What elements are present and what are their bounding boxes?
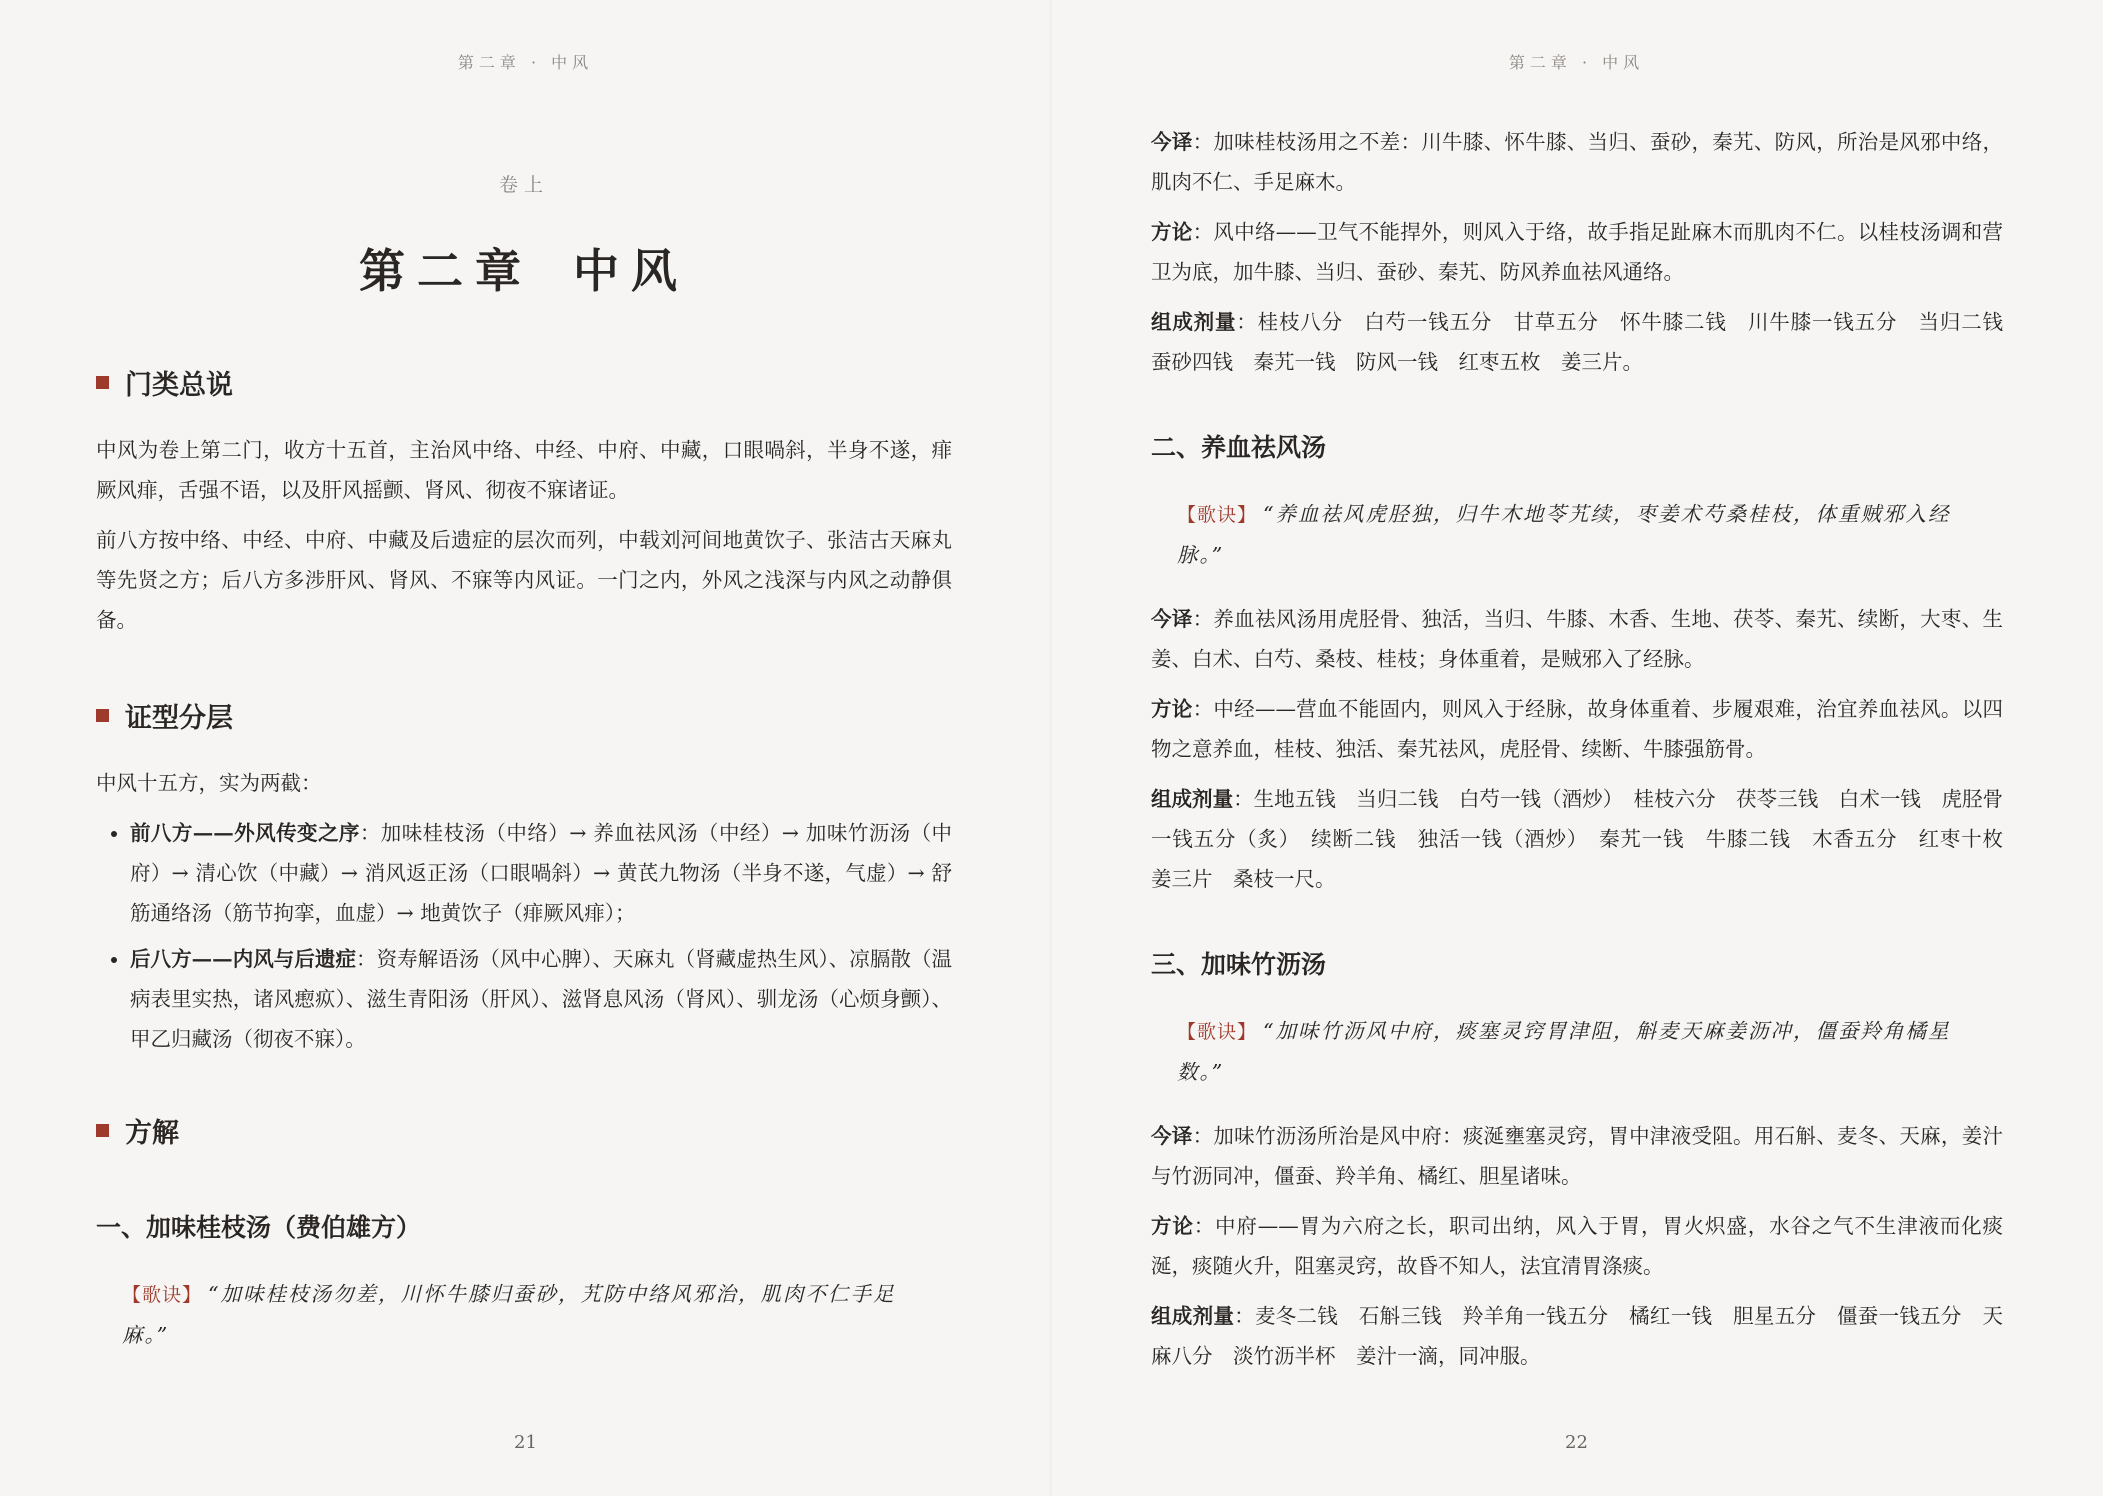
paragraph-text: ：生地五钱 当归二钱 白芍一钱（酒炒） 桂枝六分 茯苓三钱 白术一钱 虎胫骨一钱五分（炙） 续断二钱 独活一钱（酒炒） 秦艽一钱 牛膝二钱 木香五分 红枣十枚 姜三片 桑枝一尺。 (1151, 787, 2024, 891)
list-item-label: 前八方——外风传变之序 (130, 821, 360, 845)
term-label: 方论 (1151, 697, 1193, 721)
list-item-label: 后八方——内风与后遗症 (130, 947, 357, 971)
verse (1151, 1011, 2003, 1092)
paragraph-commentary (1151, 1206, 2003, 1286)
formula-title: 二、养血祛风汤 (1151, 433, 1327, 462)
paragraph-dosage (1151, 302, 2024, 382)
term-label: 方论 (1151, 220, 1193, 244)
paragraph-dosage (1151, 1296, 2003, 1376)
term-label: 组成剂量 (1151, 310, 1237, 334)
term-label: 今译 (1151, 130, 1193, 154)
page-number: 22 (1565, 1432, 1588, 1453)
running-head: 第二章 · 中风 (457, 53, 594, 72)
paragraph: 前八方按中络、中经、中府、中藏及后遗症的层次而列，中载刘河间地黄饮子、张洁古天麻丸等先贤之方；后八方多涉肝风、肾风、不寐等内风证。一门之内，外风之浅深与内风之动静俱备。 (96, 528, 952, 632)
verse-tag: 【歌诀】 (1177, 1021, 1258, 1043)
section-title: 方解 (125, 1118, 179, 1149)
verse (1151, 494, 2003, 575)
paragraph-text: ：中府——胃为六府之长，职司出纳，风入于胃，胃火炽盛，水谷之气不生津液而化痰涎，痰随火升，阻塞灵窍，故昏不知人，法宜清胃涤痰。 (1151, 1214, 2004, 1278)
paragraph-translation (1151, 1116, 2003, 1196)
verse-text: “加味桂枝汤勿差，川怀牛膝归蚕砂，艽防中络风邪治，肌肉不仁手足麻。” (122, 1282, 896, 1347)
section-title: 证型分层 (125, 703, 233, 734)
verse (96, 1274, 952, 1355)
list-item-text: ：资寿解语汤（风中心脾）、天麻丸（肾藏虚热生风）、凉膈散（温病表里实热，诸风瘛疭）、滋生青阳汤（肝风）、滋肾息风汤（肾风）、驯龙汤（心烦身颤）、甲乙归藏汤（彻夜不寐）。 (130, 947, 953, 1051)
paragraph-text: ：加味竹沥汤所治是风中府：痰涎壅塞灵窍，胃中津液受阻。用石斛、麦冬、天麻，姜汁与竹沥同冲，僵蚕、羚羊角、橘红、胆星诸味。 (1151, 1124, 2004, 1188)
paragraph-text: ：麦冬二钱 石斛三钱 羚羊角一钱五分 橘红一钱 胆星五分 僵蚕一钱五分 天麻八分 淡竹沥半杯 姜汁一滴，同冲服。 (1151, 1304, 2004, 1368)
section-heading-overview (96, 363, 952, 402)
verse-text: “养血祛风虎胫独，归牛木地苓艽续，枣姜术芍桑桂枝，体重贼邪入经脉。” (1177, 502, 1951, 567)
term-label: 今译 (1151, 607, 1193, 631)
term-label: 组成剂量 (1151, 1304, 1235, 1328)
bullet-list (96, 813, 952, 1059)
left-content (96, 170, 952, 1379)
chapter-name: 中风 (573, 244, 689, 298)
formula-title: 三、加味竹沥汤 (1151, 950, 1327, 979)
chapter-number: 第二章 (359, 244, 533, 298)
paragraph-text: ：桂枝八分 白芍一钱五分 甘草五分 怀牛膝二钱 川牛膝一钱五分 当归二钱 蚕砂四钱 秦艽一钱 防风一钱 红枣五枚 姜三片。 (1151, 310, 2024, 374)
term-label: 今译 (1151, 1124, 1193, 1148)
square-bullet-icon (96, 1124, 109, 1137)
right-content (1151, 122, 2024, 1386)
term-label: 方论 (1151, 1214, 1194, 1238)
section-title: 门类总说 (125, 370, 233, 401)
paragraph: 中风十五方，实为两截： (96, 771, 322, 795)
chapter-title (96, 235, 952, 301)
list-item-text: ：加味桂枝汤（中络）→ 养血祛风汤（中经）→ 加味竹沥汤（中府）→ 清心饮（中藏）→ 消风返正汤（口眼喎斜）→ 黄芪九物汤（半身不遂，气虚）→ 舒筋通络汤（筋节拘挛，血虚）→ 地黄饮子（痱厥风痱）； (130, 821, 952, 925)
square-bullet-icon (96, 376, 109, 389)
paragraph-text: ：养血祛风汤用虎胫骨、独活，当归、牛膝、木香、生地、茯苓、秦艽、续断，大枣、生姜、白术、白芍、桑枝、桂枝；身体重着，是贼邪入了经脉。 (1151, 607, 2004, 671)
term-label: 组成剂量 (1151, 787, 1234, 811)
paragraph-translation (1151, 122, 2003, 202)
right-page (1051, 0, 2102, 1496)
left-page (0, 0, 1051, 1496)
paragraph-text: ：中经——营血不能固内，则风入于经脉，故身体重着、步履艰难，治宜养血祛风。以四物之意养血，桂枝、独活、秦艽祛风，虎胫骨、续断、牛膝强筋骨。 (1151, 697, 2004, 761)
verse-tag: 【歌诀】 (1177, 504, 1258, 526)
verse-tag: 【歌诀】 (122, 1284, 203, 1306)
section-heading-syndromes (96, 696, 952, 735)
paragraph-dosage (1151, 779, 2024, 899)
paragraph-commentary (1151, 212, 2003, 292)
list-item (130, 939, 952, 1059)
paragraph: 中风为卷上第二门，收方十五首，主治风中络、中经、中府、中藏，口眼喎斜，半身不遂，痱厥风痱，舌强不语，以及肝风摇颤、肾风、彻夜不寐诸证。 (96, 438, 952, 502)
list-item (130, 813, 952, 933)
page-number: 21 (514, 1432, 537, 1453)
square-bullet-icon (96, 709, 109, 722)
running-head: 第二章 · 中风 (1508, 53, 1645, 72)
paragraph-text: ：风中络——卫气不能捍外，则风入于络，故手指足趾麻木而肌肉不仁。以桂枝汤调和营卫为底，加牛膝、当归、蚕砂、秦艽、防风养血祛风通络。 (1151, 220, 2004, 284)
volume-label: 卷上 (498, 174, 549, 196)
paragraph-text: ：加味桂枝汤用之不差：川牛膝、怀牛膝、当归、蚕砂，秦艽、防风，所治是风邪中络，肌肉不仁、手足麻木。 (1151, 130, 2004, 194)
section-heading-formulas (96, 1111, 952, 1150)
formula-title: 一、加味桂枝汤（费伯雄方） (96, 1213, 422, 1242)
paragraph-translation (1151, 599, 2003, 679)
verse-text: “加味竹沥风中府，痰塞灵窍胃津阻，斛麦天麻姜沥冲，僵蚕羚角橘星数。” (1177, 1019, 1951, 1084)
paragraph-commentary (1151, 689, 2003, 769)
